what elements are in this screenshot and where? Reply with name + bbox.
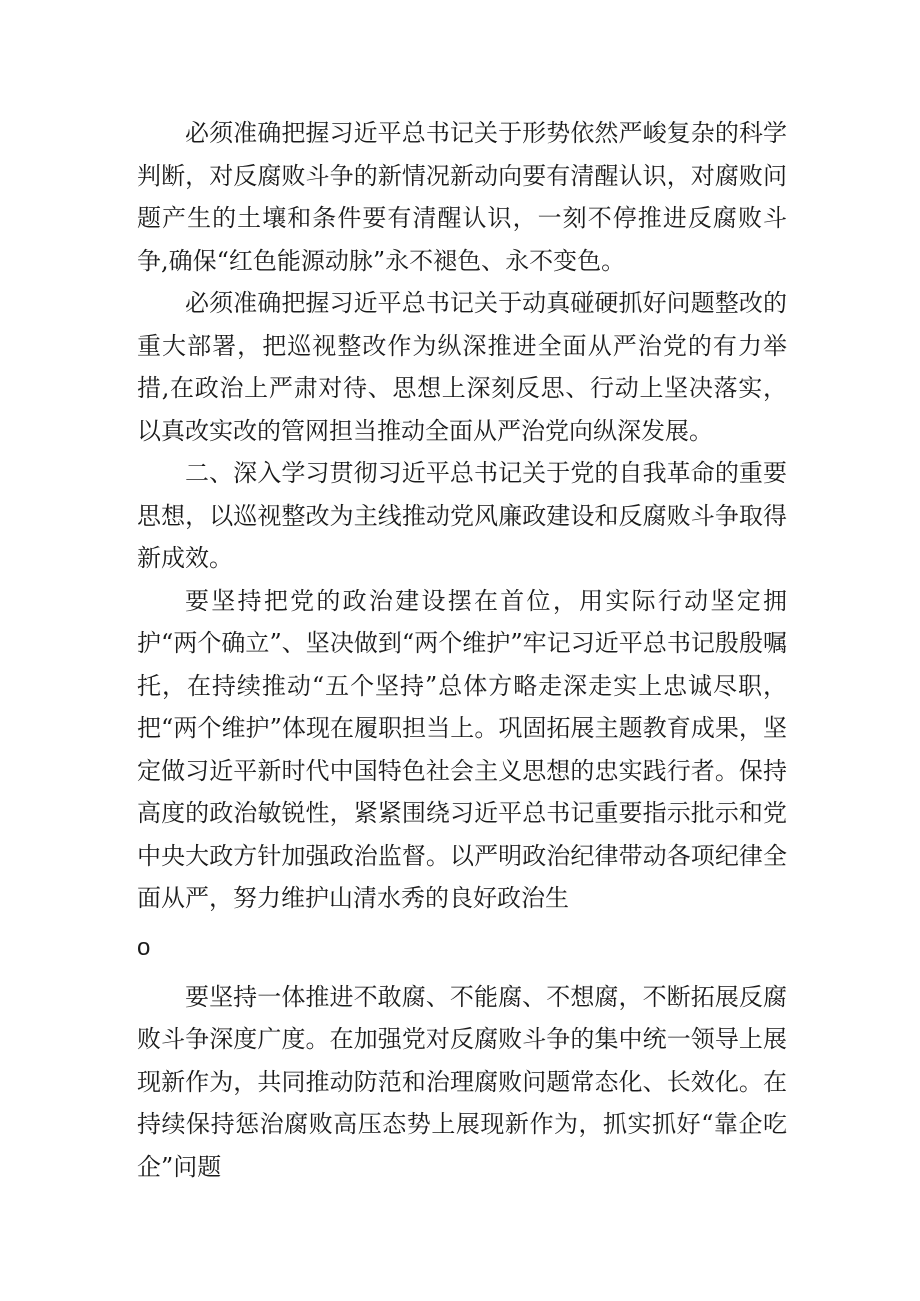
paragraph-5: 要坚持一体推进不敢腐、不能腐、不想腐，不断拓展反腐败斗争深度广度。在加强党对反腐败斗争的集中统一领导上展现新作为，共同推动防范和治理腐败问题常态化、长效化。在持续保持惩治腐败高压态势上展现新作为，抓实抓好“靠企吃企”问题 [137,982,787,1181]
paragraph-3: 二、深入学习贯彻习近平总书记关于党的自我革命的重要思想，以巡视整改为主线推动党风廉政建设和反腐败斗争取得新成效。 [137,459,787,572]
paragraph-1: 必须准确把握习近平总书记关于形势依然严峻复杂的科学判断，对反腐败斗争的新情况新动向要有清醒认识，对腐败问题产生的土壤和条件要有清醒认识，一刻不停推进反腐败斗争,确保“红色能源动脉”永不褪色、永不变色。 [137,119,787,275]
document-body [137,112,787,1188]
paragraph-2: 必须准确把握习近平总书记关于动真碰硬抓好问题整改的重大部署，把巡视整改作为纵深推进全面从严治党的有力举措,在政治上严肃对待、思想上深刻反思、行动上坚决落实，以真改实改的管网担当推动全面从严治党向纵深发展。 [137,289,787,445]
paragraph-4: 要坚持把党的政治建设摆在首位，用实际行动坚定拥护“两个确立”、坚决做到“两个维护”牢记习近平总书记殷殷嘱托，在持续推动“五个坚持”总体方略走深走实上忠诚尽职，把“两个维护”体现在履职担当上。巩固拓展主题教育成果，坚定做习近平新时代中国特色社会主义思想的忠实践行者。保持高度的政治敏锐性，紧紧围绕习近平总书记重要指示批示和党中央大政方针加强政治监督。以严明政治纪律带动各项纪律全面从严，努力维护山清水秀的良好政治生 [137,586,787,912]
paragraph-fragment: o [137,933,151,961]
